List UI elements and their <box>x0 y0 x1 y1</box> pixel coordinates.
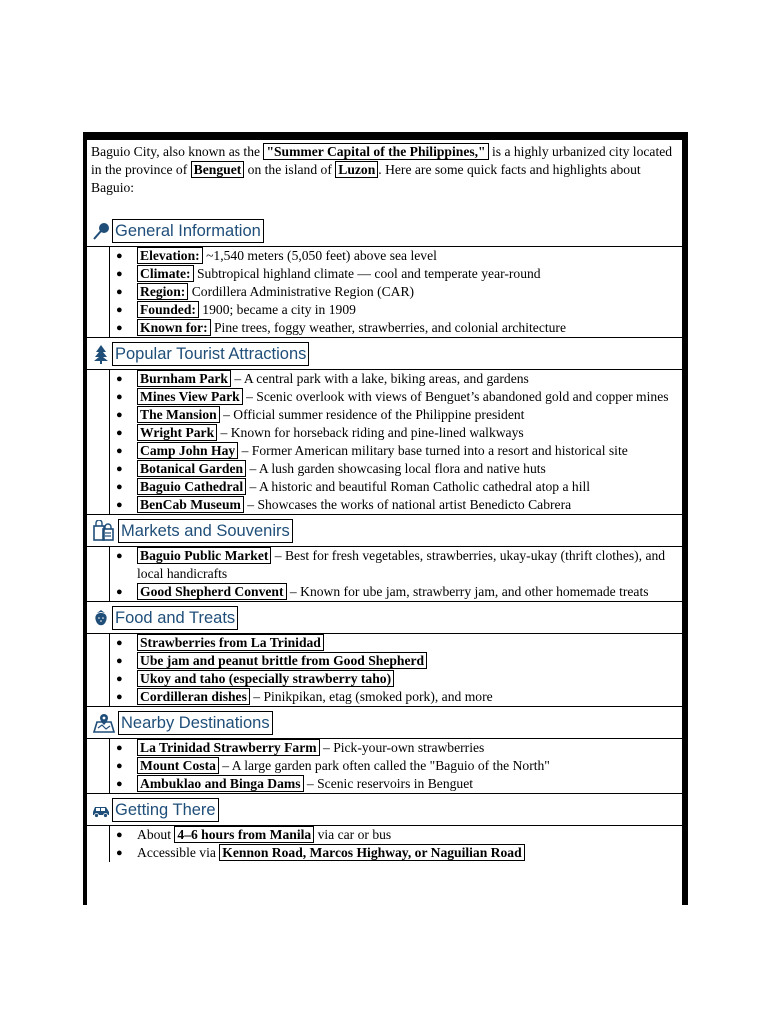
list-item: ● Accessible via Kennon Road, Marcos Highway, or Naguilian Road <box>110 844 682 862</box>
section-title: Nearby Destinations <box>118 711 273 735</box>
list-item: ● Mines View Park – Scenic overlook with views of Benguet’s abandoned gold and copper mines <box>116 389 669 404</box>
intro-province: Benguet <box>191 161 245 178</box>
pin-icon <box>91 220 111 242</box>
list-item: ● The Mansion – Official summer residence of the Philippine president <box>116 407 525 422</box>
strawberry-icon <box>91 607 111 629</box>
intro-text: Baguio City, also known as the <box>91 144 264 159</box>
section-title: Markets and Souvenirs <box>118 519 293 543</box>
list-item: ● About 4–6 hours from Manila via car or bus <box>116 827 392 842</box>
section-heading-attractions <box>87 338 682 370</box>
intro-text: on the island of <box>244 162 336 177</box>
markets-list <box>109 547 682 601</box>
getting-there-list <box>109 826 682 862</box>
section-title: Getting There <box>112 798 219 822</box>
attractions-list <box>109 370 682 514</box>
list-item: ● Strawberries from La Trinidad <box>110 634 682 652</box>
list-item: ● Camp John Hay – Former American military base turned into a resort and historical site <box>116 443 628 458</box>
list-item: ● Burnham Park – A central park with a lake, biking areas, and gardens <box>116 371 529 386</box>
section-heading-general <box>87 215 682 247</box>
list-item: ● Region: Cordillera Administrative Region (CAR) <box>116 284 415 299</box>
list-item: ● Wright Park – Known for horseback riding and pine-lined walkways <box>116 425 524 440</box>
list-item: ● Ube jam and peanut brittle from Good Shepherd <box>110 652 682 670</box>
intro-paragraph <box>87 139 682 215</box>
intro-nickname: "Summer Capital of the Philippines," <box>263 143 488 160</box>
shopping-bags-icon <box>91 520 117 542</box>
list-item: ● Elevation: ~1,540 meters (5,050 feet) above sea level <box>116 248 437 263</box>
section-title: General Information <box>112 219 264 243</box>
list-item: ● Mount Costa – A large garden park often called the "Baguio of the North" <box>116 758 550 773</box>
section-heading-food <box>87 602 682 634</box>
intro-text: is a highly urbanized city located in the province of <box>91 144 673 177</box>
food-list <box>109 634 682 706</box>
pine-tree-icon <box>91 343 111 365</box>
list-item: ● Climate: Subtropical highland climate — cool and temperate year-round <box>116 266 541 281</box>
nearby-list <box>109 739 682 793</box>
car-icon <box>91 799 111 821</box>
section-title: Food and Treats <box>112 606 238 630</box>
list-item: ● Baguio Cathedral – A historic and beautiful Roman Catholic cathedral atop a hill <box>116 479 591 494</box>
list-item: ● Known for: Pine trees, foggy weather, strawberries, and colonial architecture <box>116 320 566 335</box>
map-icon <box>91 712 117 734</box>
list-item: ● BenCab Museum – Showcases the works of national artist Benedicto Cabrera <box>116 497 572 512</box>
section-heading-getting <box>87 794 682 826</box>
section-heading-markets <box>87 515 682 547</box>
document-page <box>83 132 688 905</box>
general-info-list <box>109 247 682 337</box>
section-title: Popular Tourist Attractions <box>112 342 309 366</box>
intro-text: . Here are some quick facts and highlights about Baguio: <box>91 162 641 195</box>
list-item: ● Ambuklao and Binga Dams – Scenic reservoirs in Benguet <box>116 776 474 791</box>
list-item: ● La Trinidad Strawberry Farm – Pick-your-own strawberries <box>116 740 485 755</box>
list-item: ● Founded: 1900; became a city in 1909 <box>116 302 356 317</box>
section-heading-nearby <box>87 707 682 739</box>
intro-island: Luzon <box>335 161 378 178</box>
list-item: ● Botanical Garden – A lush garden showcasing local flora and native huts <box>116 461 546 476</box>
list-item: ● Baguio Public Market – Best for fresh vegetables, strawberries, ukay-ukay (thrift clothes), and local handicrafts <box>116 548 666 581</box>
list-item: ● Cordilleran dishes – Pinikpikan, etag (smoked pork), and more <box>116 689 493 704</box>
list-item: ● Good Shepherd Convent – Known for ube jam, strawberry jam, and other homemade treats <box>116 584 649 599</box>
list-item: ● Ukoy and taho (especially strawberry taho) <box>110 670 682 688</box>
